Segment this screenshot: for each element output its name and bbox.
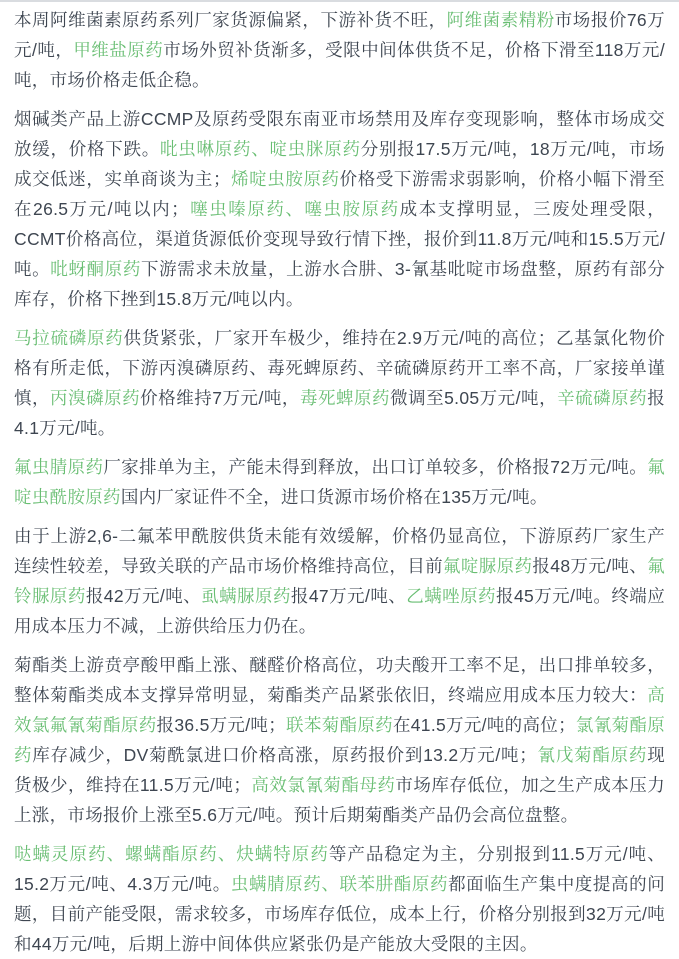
body-text: 烟碱类产品上游CCMP及原药受限东南亚市场禁用及库存变现影响，整体市场成交放缓，价格下跌。: [14, 109, 665, 159]
paragraph: [14, 323, 665, 443]
product-keyword: 高效氯氟氰菊酯原药: [14, 685, 665, 735]
product-keyword: 氟虫腈原药: [14, 457, 104, 477]
body-text: 报36.5万元/吨；: [156, 715, 287, 735]
body-text: 下游需求未放量，上游水合肼、3-氰基吡啶市场盘整，原药有部分库存，价格下挫到15.8万元/吨以内。: [14, 259, 666, 309]
body-text: 报42万元/吨、: [85, 586, 202, 606]
body-text: 现货极少，维持在11.5万元/吨；: [14, 745, 665, 795]
body-text: 报48万元/吨、: [532, 556, 648, 576]
body-text: 市场外贸补货渐多，受限中间体供货不足，价格下滑至118万元/吨，市场价格走低企稳。: [14, 40, 666, 90]
paragraph: [14, 452, 665, 512]
body-text: 由于上游2,6-二氟苯甲酰胺供货未能有效缓解，价格仍显高位，下游原药厂家生产连续性较差，导致关联的产品市场价格维持高位，目前: [14, 526, 665, 576]
body-text: 报45万元/吨。终端应用成本压力不减，上游供给压力仍在。: [14, 586, 666, 636]
product-keyword: 哒螨灵原药、螺螨酯原药、炔螨特原药: [14, 844, 329, 864]
product-keyword: 乙螨唑原药: [406, 586, 497, 606]
product-keyword: 毒死蜱原药: [299, 388, 391, 408]
body-text: 报47万元/吨、: [290, 586, 407, 606]
body-text: 厂家排单为主，产能未得到释放，出口订单较多，价格报72万元/吨。: [103, 457, 648, 477]
body-text: 报4.1万元/吨。: [14, 388, 666, 438]
article-body: [0, 2, 679, 959]
product-keyword: 氟铃脲原药: [14, 556, 665, 606]
product-keyword: 氟啶脲原药: [443, 556, 533, 576]
body-text: 本周阿维菌素原药系列厂家货源偏紧，下游补货不旺，: [14, 10, 447, 30]
product-keyword: 烯啶虫胺原药: [230, 169, 340, 189]
body-text: 国内厂家证件不全，进口货源市场价格在135万元/吨。: [120, 487, 548, 507]
product-keyword: 氟啶虫酰胺原药: [14, 457, 665, 507]
body-text: 等产品稳定为主，分别报到11.5万元/吨、15.2万元/吨、4.3万元/吨。: [14, 844, 665, 894]
product-keyword: 丙溴磷原药: [50, 388, 141, 408]
product-keyword: 噻虫嗪原药、噻虫胺原药: [188, 199, 400, 219]
product-keyword: 虫螨腈原药、联苯肼酯原药: [230, 874, 449, 894]
paragraph: [14, 521, 665, 641]
body-text: 供货紧张，厂家开车极少，维持在2.9万元/吨的高位；乙基氯化物价格有所走低，下游丙溴磷原药、毒死蜱原药、辛硫磷原药开工率不高，厂家接单谨慎，: [14, 328, 665, 408]
body-text: 在41.5万元/吨的高位；: [392, 715, 576, 735]
body-text: 价格维持7万元/吨，: [140, 388, 300, 408]
product-keyword: 吡虫啉原药、啶虫脒原药: [160, 139, 361, 159]
body-text: 成本支撑明显，三废处理受限，CCMT价格高位，渠道货源低价变现导致行情下挫，报价到11.8万元/吨和15.5万元/吨。: [14, 199, 665, 279]
product-keyword: 甲维盐原药: [73, 40, 164, 60]
paragraph: [14, 5, 665, 95]
product-keyword: 阿维菌素精粉: [446, 10, 555, 30]
product-keyword: 吡蚜酮原药: [50, 259, 141, 279]
body-text: 菊酯类上游贲亭酸甲酯上涨、醚醛价格高位，功夫酸开工率不足，出口排单较多，整体菊酯类成本支撑异常明显，菊酯类产品紧张依旧，终端应用成本压力较大：: [14, 655, 665, 705]
product-keyword: 氰戊菊酯原药: [537, 745, 648, 765]
body-text: 都面临生产集中度提高的问题，目前产能受限，需求较多，市场库存低位，成本上行，价格分别报到32万元/吨和44万元/吨，后期上游中间体供应紧张仍是产能放大受限的主因。: [14, 874, 665, 954]
product-keyword: 联苯菊酯原药: [286, 715, 393, 735]
product-keyword: 辛硫磷原药: [557, 388, 648, 408]
body-text: 价格受下游需求弱影响，价格小幅下滑至在26.5万元/吨以内；: [14, 169, 665, 219]
product-keyword: 高效氯氰菊酯母药: [251, 775, 396, 795]
body-text: 分别报17.5万元/吨，18万元/吨，市场成交低迷，实单商谈为主；: [14, 139, 665, 189]
paragraph: [14, 650, 665, 830]
body-text: 市场报价76万元/吨，: [14, 10, 665, 60]
paragraph: [14, 839, 665, 959]
product-keyword: 马拉硫磷原药: [14, 328, 124, 348]
body-text: 市场库存低位，加之生产成本压力上涨，市场报价上涨至5.6万元/吨。预计后期菊酯类产品仍会高位盘整。: [14, 775, 666, 825]
paragraph: [14, 104, 665, 314]
body-text: 库存减少，DV菊酰氯进口价格高涨，原药报价到13.2万元/吨；: [32, 745, 538, 765]
body-text: 微调至5.05万元/吨，: [390, 388, 558, 408]
product-keyword: 氯氰菊酯原药: [14, 715, 665, 765]
product-keyword: 虱螨脲原药: [201, 586, 291, 606]
